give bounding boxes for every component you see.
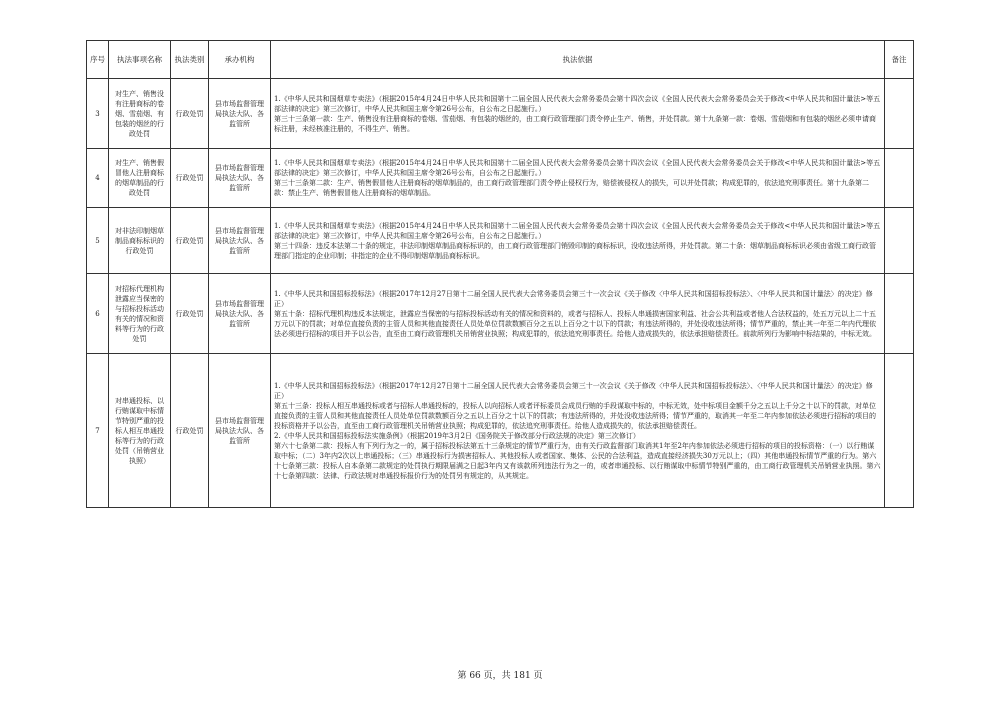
cell-remark	[885, 149, 914, 208]
cell-agency: 县市场监督管理局执法大队、各监管所	[209, 79, 271, 149]
cell-category: 行政处罚	[171, 79, 209, 149]
cell-basis	[271, 354, 885, 508]
basis-paragraph: 第三十四条：违反本法第二十条的规定，非法印制烟草制品商标标识的，由工商行政管理部门销毁印制的商标标识，没收违法所得，并处罚款。第二十条：烟草制品商标标识必须由省级工商行政管理部门指定的企业印制；非指定的企业不得印制烟草制品商标标识。	[274, 241, 876, 260]
cell-category: 行政处罚	[171, 274, 209, 354]
header-category: 执法类别	[171, 41, 209, 79]
table-row	[87, 208, 914, 274]
header-basis: 执法依据	[271, 41, 885, 79]
table-row	[87, 354, 914, 508]
basis-paragraph: 第五十三条：投标人相互串通投标或者与招标人串通投标的，投标人以向招标人或者评标委员会成员行贿的手段谋取中标的，中标无效，处中标项目金额千分之五以上千分之十以下的罚款，对单位直接负责的主管人员和其他直接责任人员处单位罚款数额百分之五以上百分之十以下的罚款；有违法所得的，并处没收违法所得；情节严重的，取消其一年至二年内参加依法必须进行招标的项目的投标资格并予以公告，直至由工商行政管理机关吊销营业执照；构成犯罪的，依法追究刑事责任。给他人造成损失的，依法承担赔偿责任。	[274, 401, 876, 430]
header-agency: 承办机构	[209, 41, 271, 79]
cell-agency: 县市场监督管理局执法大队、各监管所	[209, 354, 271, 508]
header-seq: 序号	[87, 41, 109, 79]
basis-paragraph: 1.《中华人民共和国招标投标法》（根据2017年12月27日第十二届全国人民代表大会常务委员会第三十一次会议《关于修改〈中华人民共和国招标投标法〉、〈中华人民共和国计量法〉的决定》修正）	[274, 381, 873, 400]
cell-basis	[271, 208, 885, 274]
cell-basis	[271, 274, 885, 354]
cell-agency: 县市场监督管理局执法大队、各监管所	[209, 274, 271, 354]
table-header-row	[87, 41, 914, 79]
basis-paragraph: 第三十三条第二款：生产、销售假冒他人注册商标的烟草制品的，由工商行政管理部门责令停止侵权行为，赔偿被侵权人的损失，可以并处罚款；构成犯罪的，依法追究刑事责任。第十九条第二款：禁止生产、销售假冒他人注册商标的烟草制品。	[274, 179, 869, 197]
basis-paragraph: 1.《中华人民共和国烟草专卖法》（根据2015年4月24日中华人民共和国第十二届全国人民代表大会常务委员会第十四次会议《全国人民代表大会常务委员会关于修改<中华人民共和国计量法>等五部法律的决定》第三次修订，中华人民共和国主席令第26号公布，自公布之日起施行。）	[274, 221, 881, 240]
page-number: 第 66 页，共 181 页	[457, 671, 543, 681]
cell-remark	[885, 79, 914, 149]
cell-category: 行政处罚	[171, 354, 209, 508]
header-item-name: 执法事项名称	[109, 41, 171, 79]
cell-basis	[271, 149, 885, 208]
cell-category: 行政处罚	[171, 149, 209, 208]
cell-seq: 7	[87, 354, 109, 508]
cell-category: 行政处罚	[171, 208, 209, 274]
cell-remark	[885, 354, 914, 508]
cell-item-name: 对生产、销售没有注册商标的卷烟、雪茄烟、有包装的烟丝的行政处罚	[109, 79, 171, 149]
enforcement-table	[86, 40, 914, 508]
cell-item-name: 对非法印制烟草制品商标标识的行政处罚	[109, 208, 171, 274]
basis-paragraph: 2.《中华人民共和国招标投标法实施条例》（根据2019年3月2日《国务院关于修改部分行政法规的决定》第三次修订）	[274, 431, 640, 440]
cell-remark	[885, 208, 914, 274]
table-row	[87, 79, 914, 149]
cell-seq: 6	[87, 274, 109, 354]
cell-basis	[271, 79, 885, 149]
cell-item-name: 对招标代理机构泄露应当保密的与招标投标活动有关的情况和资料等行为的行政处罚	[109, 274, 171, 354]
basis-paragraph: 1.《中华人民共和国烟草专卖法》（根据2015年4月24日中华人民共和国第十二届全国人民代表大会常务委员会第十四次会议《全国人民代表大会常务委员会关于修改<中华人民共和国计量法>等五部法律的决定》第三次修订，中华人民共和国主席令第26号公布，自公布之日起施行。）	[274, 94, 881, 113]
table-row	[87, 274, 914, 354]
cell-seq: 4	[87, 149, 109, 208]
table-row	[87, 149, 914, 208]
basis-paragraph: 1.《中华人民共和国招标投标法》（根据2017年12月27日第十二届全国人民代表大会常务委员会第三十一次会议《关于修改〈中华人民共和国招标投标法〉、〈中华人民共和国计量法〉的决定》修正）	[274, 289, 873, 308]
basis-paragraph: 第五十条：招标代理机构违反本法规定，泄露应当保密的与招标投标活动有关的情况和资料的，或者与招标人、投标人串通损害国家利益、社会公共利益或者他人合法权益的，处五万元以上二十五万元以下的罚款；对单位直接负责的主管人员和其他直接责任人员处单位罚款数额百分之五以上百分之十以下的罚款；有违法所得的，并处没收违法所得；情节严重的，禁止其一年至二年内代理依法必须进行招标的项目并予以公告，直至由工商行政管理机关吊销营业执照；构成犯罪的，依法追究刑事责任。给他人造成损失的，依法承担赔偿责任。前款所列行为影响中标结果的，中标无效。	[274, 309, 876, 338]
cell-agency: 县市场监督管理局执法大队、各监管所	[209, 208, 271, 274]
cell-agency: 县市场监督管理局执法大队、各监管所	[209, 149, 271, 208]
cell-item-name: 对串通投标、以行贿谋取中标情节特别严重的投标人相互串通投标等行为的行政处罚（吊销营业执照）	[109, 354, 171, 508]
cell-seq: 5	[87, 208, 109, 274]
cell-remark	[885, 274, 914, 354]
header-remark: 备注	[885, 41, 914, 79]
cell-item-name: 对生产、销售假冒他人注册商标的烟草制品的行政处罚	[109, 149, 171, 208]
cell-seq: 3	[87, 79, 109, 149]
basis-paragraph: 1.《中华人民共和国烟草专卖法》（根据2015年4月24日中华人民共和国第十二届全国人民代表大会常务委员会第十四次会议《全国人民代表大会常务委员会关于修改<中华人民共和国计量法>等五部法律的决定》第三次修订，中华人民共和国主席令第26号公布，自公布之日起施行。）	[274, 159, 881, 177]
basis-paragraph: 第三十三条第一款：生产、销售没有注册商标的卷烟、雪茄烟、有包装的烟丝的，由工商行政管理部门责令停止生产、销售，并处罚款。第十九条第一款：卷烟、雪茄烟和有包装的烟丝必须申请商标注册，未经核准注册的，不得生产、销售。	[274, 114, 876, 133]
basis-paragraph: 第六十七条第二款：投标人有下列行为之一的，属于招标投标法第五十三条规定的情节严重行为，由有关行政监督部门取消其1年至2年内参加依法必须进行招标的项目的投标资格：（一）以行贿谋取中标；（二）3年内2次以上串通投标；（三）串通投标行为损害招标人、其他投标人或者国家、集体、公民的合法利益，造成直接经济损失30万元以上；（四）其他串通投标情节严重的行为。第六十七条第三款：投标人自本条第二款规定的处罚执行期限届满之日起3年内又有该款所列违法行为之一的，或者串通投标、以行贿谋取中标情节特别严重的，由工商行政管理机关吊销营业执照。第六十七条第四款：法律、行政法规对串通投标报价行为的处罚另有规定的，从其规定。	[274, 441, 881, 480]
